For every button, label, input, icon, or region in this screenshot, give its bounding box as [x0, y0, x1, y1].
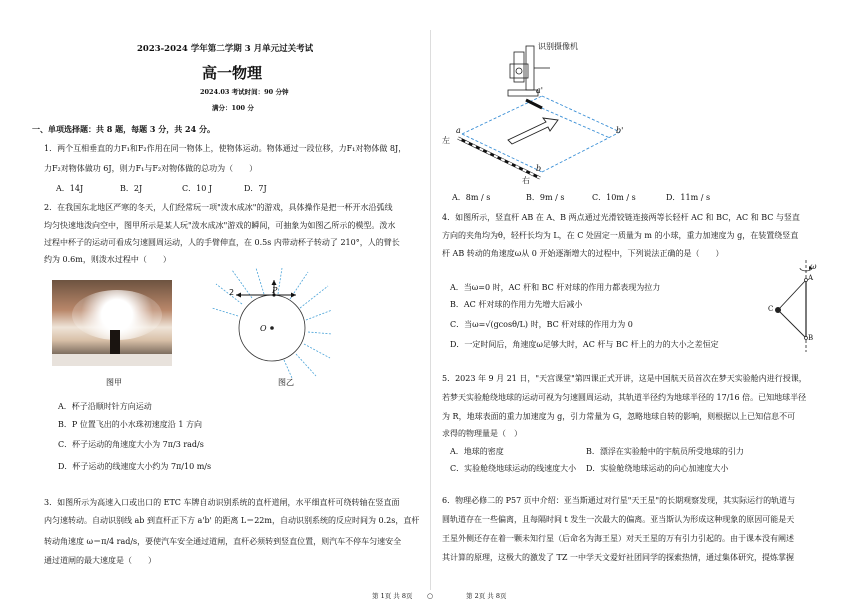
- q2-option-c: C．杯子运动的角速度大小为 7π/3 rad/s: [58, 440, 204, 449]
- q4-option-a: A．当ω=0 时，AC 杆和 BC 杆对球的作用力都表现为拉力: [450, 283, 661, 292]
- q3-option-a: A．8m / s: [452, 193, 491, 202]
- section-title: 一、单项选择题：共 8 题，每题 3 分，共 24 分。: [32, 124, 215, 134]
- q2-line2: 均匀快速地泼向空中，图甲所示是某人玩"泼水成冰"游戏的瞬间，可抽象为如图乙所示的模型。泼水: [44, 221, 396, 230]
- label-a-prime: a': [536, 86, 543, 95]
- q1-option-b: B．2J: [120, 184, 143, 193]
- q6-line1: 6．物理必修二的 P57 页中介绍：亚当斯通过对行星"天王星"的长期观察发现，其实际运行的轨道与: [442, 496, 796, 505]
- right-label: 右: [522, 176, 530, 185]
- label-b: b: [536, 164, 542, 173]
- q5-line3: 为 R，地球表面的重力加速度为 g，引力常量为 G，忽略地球自转的影响，则根据以上已知信息不可: [442, 412, 796, 421]
- figure-a-label: 图甲: [106, 378, 122, 387]
- label-c-point: C: [768, 305, 774, 313]
- q4-line1: 4．如图所示，竖直杆 AB 在 A、B 两点通过光滑铰链连接两等长轻杆 AC 和 BC，AC 和 BC 与竖直: [442, 213, 800, 222]
- figure-b-label: 图乙: [278, 378, 294, 387]
- subject-title: 高一物理: [202, 64, 263, 82]
- q2-line1: 2．在我国东北地区严寒的冬天，人们经常玩一项"泼水成冰"的游戏，具体操作是把一杯开水沿弧线: [44, 203, 393, 212]
- q5-line4: 求得的物理量是（ ）: [442, 429, 522, 438]
- q2-line4: 约为 0.6m，则泼水过程中（ ）: [44, 255, 171, 264]
- label-b-point: B: [808, 334, 814, 342]
- q3-option-c: C．10m / s: [592, 193, 636, 202]
- footer-page2: 第 2页 共 8页: [466, 592, 507, 600]
- q3-line4: 通过道闸的最大速度是（ ）: [44, 556, 156, 565]
- q1-option-d: D．7J: [244, 184, 267, 193]
- q6-line4: 其计算的原理，这极大的激发了 TZ 一中学天文爱好社团同学的探索热情，通过集体研究，提炼掌握: [442, 553, 794, 562]
- label-b-prime: b': [616, 126, 624, 135]
- q5-option-d: D．实验舱绕地球运动的向心加速度大小: [586, 464, 729, 473]
- q5-option-a: A．地球的密度: [450, 447, 504, 456]
- q2-option-d: D．杯子运动的线速度大小约为 7π/10 m/s: [58, 462, 212, 471]
- q4-line2: 方向的夹角均为θ，轻杆长均为 L，在 C 处固定一质量为 m 的小球，重力加速度为 g，在装置绕竖直: [442, 231, 799, 240]
- q5-option-b: B．漂浮在实验舱中的宇航员所受地球的引力: [586, 447, 744, 456]
- q5-line1: 5．2023 年 9 月 21 日，"天宫课堂"第四课正式开讲，这是中国航天员首次在梦天实验舱内进行授课，: [442, 374, 807, 383]
- q5-option-c: C．实验舱绕地球运动的线速度大小: [450, 464, 577, 473]
- q1-option-c: C．10 J: [182, 184, 213, 193]
- score-info: 满分：100 分: [212, 104, 254, 112]
- q3-option-d: D．11m / s: [666, 193, 711, 202]
- label-a: a: [456, 126, 461, 135]
- q4-option-b: B．AC 杆对球的作用力先增大后减小: [450, 300, 583, 309]
- left-label: 左: [442, 136, 450, 145]
- q6-line2: 圆轨道存在一些偏离，且每隔时间 t 发生一次最大的偏离。亚当斯认为形成这种现象的原因可能是天: [442, 515, 795, 524]
- label-p: P: [272, 286, 278, 295]
- q6-line3: 王星外侧还存在着一颗未知行星（后命名为海王星）对天王星的万有引力引起的。由于课本没有阐述: [442, 534, 794, 543]
- label-o: O: [260, 324, 267, 333]
- q3-line1: 3．如图所示为高速入口或出口的 ETC 车牌自动识别系统的直杆道闸，水平细直杆可绕转轴在竖直面: [44, 498, 400, 507]
- etc-gate-diagram: [442, 38, 642, 188]
- camera-label: 识别摄像机: [538, 42, 578, 51]
- q1-line1: 1．两个互相垂直的力F₁和F₂作用在同一物体上，使物体运动。物体通过一段位移，力F₁对物体做 8J，: [44, 144, 407, 153]
- splash-photo: [52, 280, 172, 366]
- q4-line3: 杆 AB 转动的角速度ω从 0 开始逐渐增大的过程中，下列说法正确的是（ ）: [442, 249, 724, 258]
- q3-option-b: B．9m / s: [526, 193, 565, 202]
- q5-line2: 若梦天实验舱绕地球的运动可视为匀速圆周运动，其轨道半径约为地球半径的 17/16 倍。已知地球半径: [442, 393, 807, 402]
- footer-circle-icon: ○: [427, 592, 434, 600]
- label-a-point: A: [808, 274, 814, 282]
- q3-line3: 转动角速度 ω＝π/4 rad/s，要使汽车安全通过道闸，直杆必须转到竖直位置，则汽车不停车匀速安全: [44, 537, 402, 546]
- label-omega: ω: [810, 262, 817, 271]
- q2-line3: 过程中杯子的运动可看成匀速圆周运动，人的手臂伸直，在 0.5s 内带动杯子转动了 210°，人的臂长: [44, 238, 400, 247]
- column-divider: [430, 30, 431, 590]
- q1-option-a: A．14J: [56, 184, 84, 193]
- q2-option-b: B．P 位置飞出的小水珠初速度沿 1 方向: [58, 420, 202, 429]
- exam-title: 2023-2024 学年第二学期 3 月单元过关考试: [137, 44, 314, 54]
- q2-option-a: A．杯子沿顺时针方向运动: [58, 402, 152, 411]
- circle-diagram: [212, 268, 332, 378]
- q3-line2: 内匀速转动。自动识别线 ab 到直杆正下方 a'b' 的距离 L＝22m，自动识别系统的反应时间为 0.2s，直杆: [44, 516, 420, 525]
- q4-option-c: C．当ω=√(gcosθ/L) 时，BC 杆对球的作用力为 0: [450, 320, 633, 329]
- exam-info: 2024.03 考试时间：90 分钟: [200, 88, 289, 96]
- q4-option-d: D．一定时间后，角速度ω足够大时，AC 杆与 BC 杆上的力的大小之差恒定: [450, 340, 719, 349]
- footer-page1: 第 1页 共 8页: [372, 592, 413, 600]
- label-2: 2: [229, 288, 235, 297]
- q1-line2: 力F₂对物体做功 6J，则力F₁与F₂对物体做的总功为（ ）: [44, 164, 258, 173]
